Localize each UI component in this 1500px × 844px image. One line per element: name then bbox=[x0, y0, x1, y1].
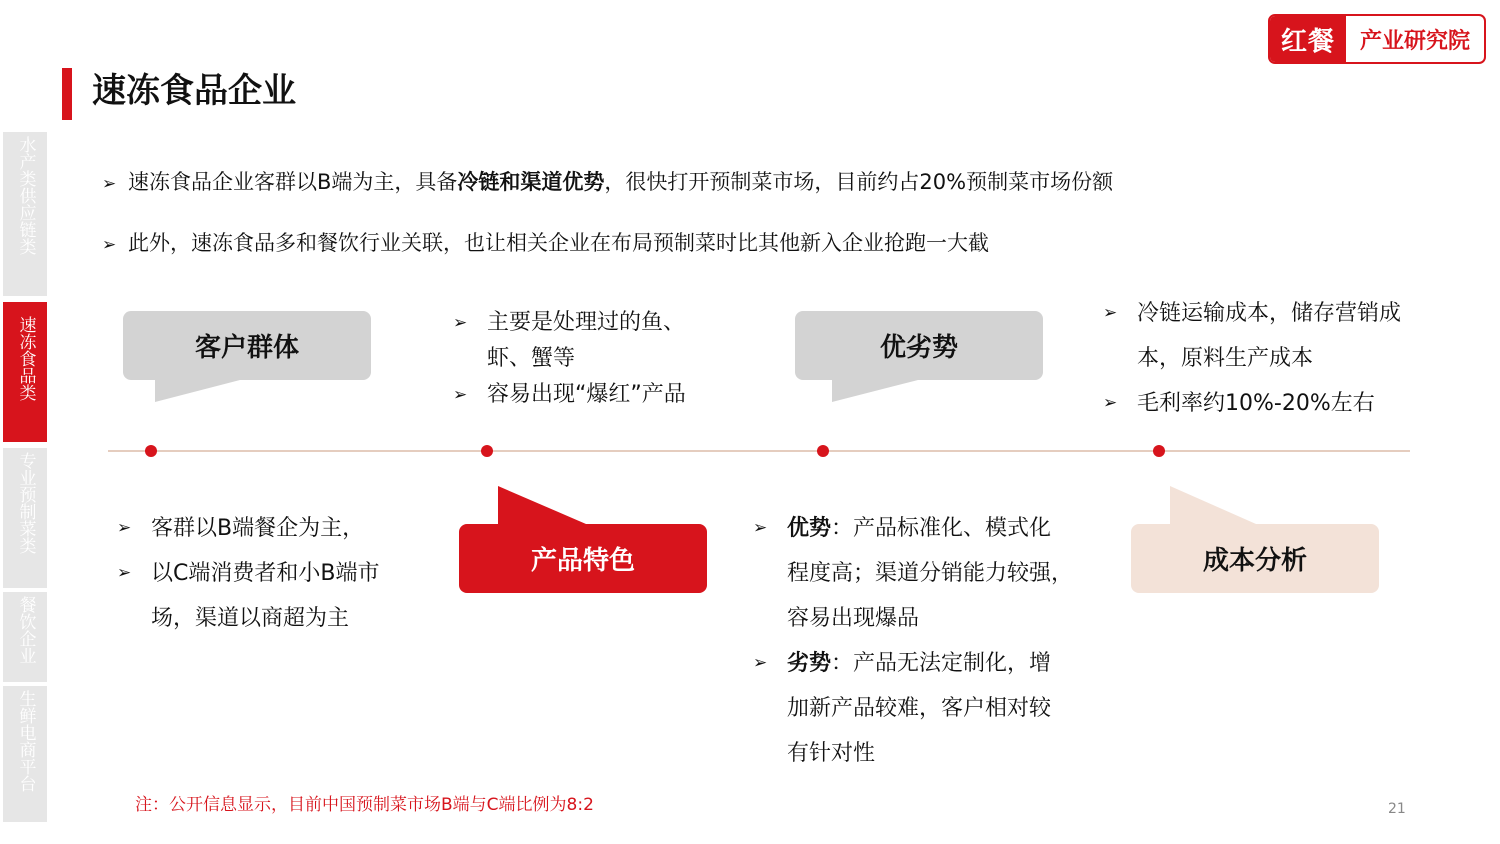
side-nav-label: 专业预制菜类 bbox=[15, 452, 36, 554]
side-nav-label: 速冻食品类 bbox=[15, 316, 36, 401]
cost-line: 冷链运输成本，储存营销成 bbox=[1137, 301, 1402, 326]
disadvantage-line: 有针对性 bbox=[787, 741, 876, 766]
page-number: 21 bbox=[1388, 801, 1406, 817]
intro-b1-bold: 冷链和渠道优势 bbox=[457, 170, 605, 194]
product-line: 虾、蟹等 bbox=[487, 346, 576, 371]
arrow-bullet-icon: ➢ bbox=[1103, 303, 1118, 323]
intro-b2-text: 此外，速冻食品多和餐饮行业关联，也让相关企业在布局预制菜时比其他新入企业抢跑一大截 bbox=[128, 231, 989, 255]
callout-strengths: 优劣势 bbox=[795, 311, 1043, 380]
page-title: 速冻食品企业 bbox=[92, 71, 296, 111]
arrow-bullet-icon: ➢ bbox=[753, 653, 768, 673]
customer-line: 场，渠道以商超为主 bbox=[151, 606, 350, 631]
logo-org: 产业研究院 bbox=[1359, 28, 1470, 54]
callout-cost: 成本分析 bbox=[1131, 524, 1379, 593]
product-text bbox=[453, 305, 773, 413]
side-nav-label: 水产类供应链类 bbox=[15, 136, 36, 255]
side-nav-label: 餐饮企业 bbox=[15, 596, 36, 664]
callout-customer: 客户群体 bbox=[123, 311, 371, 380]
side-nav-label: 生鲜电商平台 bbox=[15, 690, 36, 792]
intro-b1-text-end: ，很快打开预制菜市场，目前约占20%预制菜市场份额 bbox=[604, 170, 1114, 194]
arrow-bullet-icon: ➢ bbox=[453, 385, 468, 405]
disadvantage-line: 加新产品较难，客户相对较 bbox=[787, 696, 1052, 721]
arrow-bullet-icon: ➢ bbox=[453, 313, 468, 333]
arrow-bullet-icon: ➢ bbox=[753, 518, 768, 538]
arrow-bullet-icon: ➢ bbox=[117, 518, 132, 538]
arrow-bullet-icon: ➢ bbox=[102, 235, 117, 255]
arrow-bullet-icon: ➢ bbox=[102, 174, 117, 194]
advantage-line: 程度高；渠道分销能力较强， bbox=[787, 561, 1074, 586]
logo-brand: 红餐 bbox=[1270, 16, 1346, 62]
advantage-line: 容易出现爆品 bbox=[787, 606, 920, 631]
customer-line: 客群以B端餐企为主， bbox=[151, 516, 365, 541]
product-line: 容易出现“爆红”产品 bbox=[487, 382, 686, 407]
cost-line: 毛利率约10%-20%左右 bbox=[1137, 391, 1375, 416]
disadvantage-label: 劣势 bbox=[787, 651, 832, 676]
advantage-label: 优势 bbox=[787, 516, 832, 541]
strengths-text bbox=[753, 506, 1113, 776]
arrow-bullet-icon: ➢ bbox=[1103, 393, 1118, 413]
advantage-line: ：产品标准化、模式化 bbox=[831, 516, 1052, 541]
intro-b1-text: 速冻食品企业客群以B端为主，具备 bbox=[128, 170, 458, 194]
callout-product: 产品特色 bbox=[459, 524, 707, 593]
arrow-bullet-icon: ➢ bbox=[117, 563, 132, 583]
product-line: 主要是处理过的鱼、 bbox=[487, 310, 686, 335]
customer-text bbox=[117, 506, 437, 641]
footnote: 注：公开信息显示，目前中国预制菜市场B端与C端比例为8:2 bbox=[135, 795, 594, 815]
disadvantage-line: ：产品无法定制化，增 bbox=[831, 651, 1052, 676]
cost-text bbox=[1103, 291, 1463, 426]
customer-line: 以C端消费者和小B端市 bbox=[151, 561, 380, 586]
cost-line: 本，原料生产成本 bbox=[1137, 346, 1314, 371]
